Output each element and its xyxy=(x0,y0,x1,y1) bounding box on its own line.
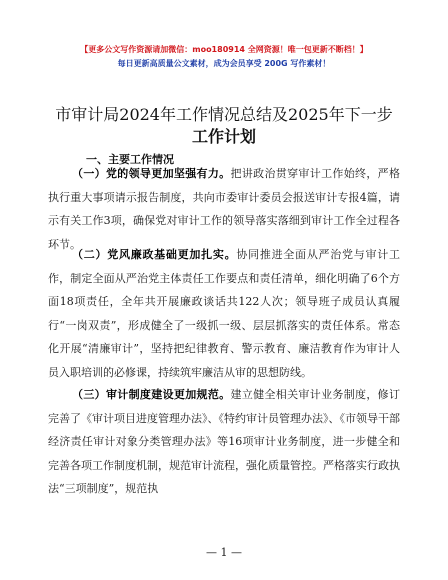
document-title-line-2: 工作计划 xyxy=(191,127,256,146)
paragraph-lead: （二）党风廉政基础更加扎实。 xyxy=(72,248,237,261)
paragraph-lead: （一）党的领导更加坚强有力。 xyxy=(72,167,231,180)
paragraph-body: 协同推进全面从严治党与审计工作，制定全面从严治党主体责任工作要点和责任清单，细化明确了6个方面18项责任，全年共开展廉政谈话共122人次；领导班子成员认真履行“一岗双责”，形成健全了一级抓一级、层层抓落实的责任体系。常态化开展“清廉审计”，坚持把纪律教育、警示教育、廉洁教育作为审计人员入职培训的必修课，持续筑牢廉洁从审的思想防线。 xyxy=(48,248,401,379)
paragraph-body: 把讲政治贯穿审计工作始终，严格执行重大事项请示报告制度，共向市委审计委员会报送审计专报4篇，请示有关工作3项，确保党对审计工作的领导落实落细到审计工作全过程各环节。 xyxy=(48,167,400,251)
paragraph-party-leadership xyxy=(48,162,400,256)
paragraph-lead: （三）审计制度建设更加规范。 xyxy=(72,388,231,401)
page-number: — 1 — xyxy=(206,546,242,559)
promo-banner-line-1: 【更多公文写作资源请加微信：moo180914 全网资源！唯一包更新不断档！】 xyxy=(80,45,368,54)
promo-banner-line-2: 每日更新高质量公文素材，成为会员享受 200G 写作素材！ xyxy=(117,59,331,68)
section-heading: 一、主要工作情况 xyxy=(86,153,174,166)
paragraph-body: 建立健全相关审计业务制度，修订完善了《审计项目进度管理办法》、《特约审计员管理办法》、《市领导干部经济责任审计对象分类管理办法》等16项审计业务制度，进一步健全和完善各项工作制度机制，规范审计流程，强化质量管控。严格落实行政执法“三项制度”，规范执 xyxy=(48,388,400,495)
paragraph-audit-system xyxy=(48,383,400,501)
paragraph-clean-governance xyxy=(48,243,400,384)
document-title-line-1: 市审计局2024年工作情况总结及2025年下一步 xyxy=(55,105,393,124)
